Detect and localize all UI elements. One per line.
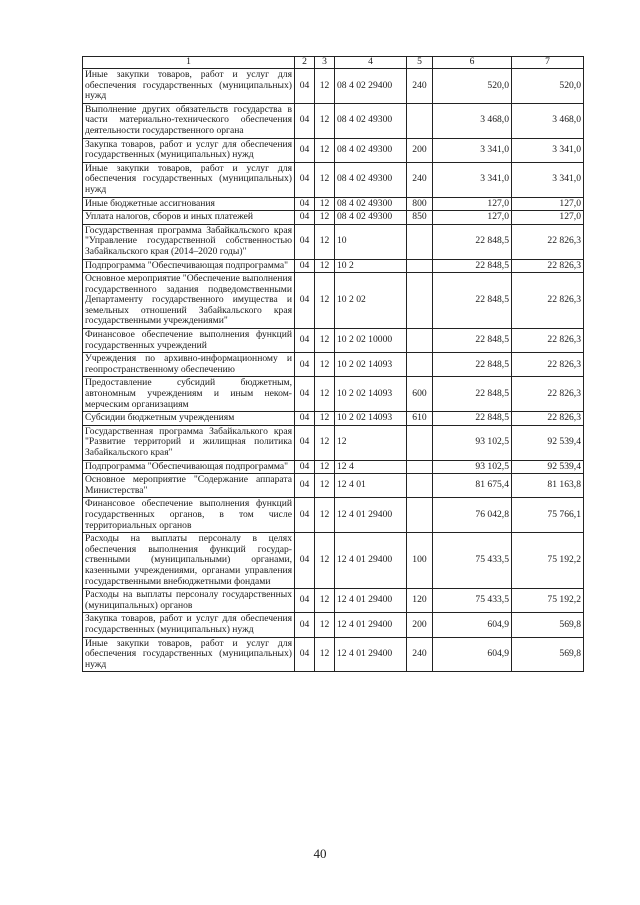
table-row [83, 474, 584, 498]
section-code-cell: 04 [295, 589, 315, 613]
subsection-code-cell: 12 [315, 353, 335, 377]
table-row [83, 498, 584, 533]
amount-col6-cell: 3 341,0 [433, 138, 512, 162]
target-code-cell: 12 [335, 425, 407, 460]
item-name-cell: Финансовое обеспечение выполнения функций государственных органов, в том числе территориальных органов [83, 498, 295, 533]
subsection-code-cell: 12 [315, 69, 335, 104]
item-name-cell: Выполнение других обязательств государства в части материально-технического обеспечения деятельности государственного органа [83, 103, 295, 138]
section-code-cell: 04 [295, 613, 315, 637]
amount-col6-cell: 3 341,0 [433, 162, 512, 197]
amount-col7-cell: 22 826,3 [512, 273, 584, 329]
expense-type-cell [407, 353, 433, 377]
expense-type-cell: 200 [407, 138, 433, 162]
table-row [83, 138, 584, 162]
item-name-cell: Подпрограмма "Обеспечивающая подпрограмма" [83, 259, 295, 273]
amount-col7-cell: 22 826,3 [512, 259, 584, 273]
table-row [83, 69, 584, 104]
expense-type-cell [407, 103, 433, 138]
table-body [83, 69, 584, 672]
column-header: 7 [512, 57, 584, 69]
item-name-cell: Уплата налогов, сборов и иных платежей [83, 211, 295, 225]
amount-col6-cell: 520,0 [433, 69, 512, 104]
subsection-code-cell: 12 [315, 197, 335, 211]
expense-type-cell: 120 [407, 589, 433, 613]
section-code-cell: 04 [295, 138, 315, 162]
item-name-cell: Государственная программа Забайкалького края "Развитие территорий и жилищная политика Забайкальского края" [83, 425, 295, 460]
amount-col7-cell: 569,8 [512, 613, 584, 637]
target-code-cell: 10 2 [335, 259, 407, 273]
amount-col6-cell: 81 675,4 [433, 474, 512, 498]
target-code-cell: 08 4 02 49300 [335, 138, 407, 162]
table-row [83, 412, 584, 426]
amount-col7-cell: 92 539,4 [512, 460, 584, 474]
table-header [83, 57, 584, 69]
expense-type-cell: 240 [407, 637, 433, 672]
amount-col6-cell: 604,9 [433, 637, 512, 672]
subsection-code-cell: 12 [315, 613, 335, 637]
amount-col6-cell: 22 848,5 [433, 353, 512, 377]
section-code-cell: 04 [295, 474, 315, 498]
table-row [83, 211, 584, 225]
item-name-cell: Предоставление субсидий бюджетным, автономным учреждениям и иным некоммерческим организациям [83, 377, 295, 412]
amount-col6-cell: 604,9 [433, 613, 512, 637]
item-name-cell: Государственная программа Забайкальского края "Управление государственной собственностью Забайкальского края (2014–2020 годы)" [83, 224, 295, 259]
amount-col6-cell: 75 433,5 [433, 589, 512, 613]
expense-type-cell [407, 329, 433, 353]
subsection-code-cell: 12 [315, 474, 335, 498]
item-name-cell: Расходы на выплаты персоналу государственных (муниципальных) органов [83, 589, 295, 613]
expense-type-cell: 240 [407, 162, 433, 197]
target-code-cell: 10 [335, 224, 407, 259]
column-header: 4 [335, 57, 407, 69]
table-row [83, 197, 584, 211]
amount-col7-cell: 3 341,0 [512, 138, 584, 162]
table-row [83, 162, 584, 197]
section-code-cell: 04 [295, 412, 315, 426]
amount-col6-cell: 93 102,5 [433, 460, 512, 474]
expense-type-cell [407, 224, 433, 259]
column-header: 3 [315, 57, 335, 69]
target-code-cell: 10 2 02 14093 [335, 353, 407, 377]
amount-col6-cell: 127,0 [433, 197, 512, 211]
subsection-code-cell: 12 [315, 425, 335, 460]
expense-type-cell: 100 [407, 533, 433, 589]
target-code-cell: 12 4 01 29400 [335, 613, 407, 637]
expense-type-cell [407, 425, 433, 460]
item-name-cell: Иные закупки товаров, работ и услуг для обеспечения государственных (муниципальных) нужд [83, 162, 295, 197]
target-code-cell: 10 2 02 14093 [335, 377, 407, 412]
expense-type-cell: 240 [407, 69, 433, 104]
expense-type-cell: 850 [407, 211, 433, 225]
table-row [83, 353, 584, 377]
section-code-cell: 04 [295, 273, 315, 329]
amount-col6-cell: 127,0 [433, 211, 512, 225]
amount-col6-cell: 75 433,5 [433, 533, 512, 589]
amount-col7-cell: 22 826,3 [512, 377, 584, 412]
amount-col6-cell: 22 848,5 [433, 377, 512, 412]
expense-type-cell [407, 273, 433, 329]
subsection-code-cell: 12 [315, 162, 335, 197]
expense-type-cell: 600 [407, 377, 433, 412]
section-code-cell: 04 [295, 224, 315, 259]
subsection-code-cell: 12 [315, 498, 335, 533]
subsection-code-cell: 12 [315, 637, 335, 672]
item-name-cell: Иные закупки товаров, работ и услуг для обеспечения государственных (муниципальных) нужд [83, 69, 295, 104]
item-name-cell: Иные закупки товаров, работ и услуг для обеспечения государственных (муниципальных) нужд [83, 637, 295, 672]
subsection-code-cell: 12 [315, 138, 335, 162]
subsection-code-cell: 12 [315, 103, 335, 138]
amount-col6-cell: 76 042,8 [433, 498, 512, 533]
target-code-cell: 10 2 02 [335, 273, 407, 329]
table-row [83, 224, 584, 259]
section-code-cell: 04 [295, 103, 315, 138]
target-code-cell: 12 4 [335, 460, 407, 474]
amount-col6-cell: 22 848,5 [433, 412, 512, 426]
item-name-cell: Учреждения по архивно-информационному и геопространственному обеспечению [83, 353, 295, 377]
amount-col7-cell: 520,0 [512, 69, 584, 104]
amount-col7-cell: 22 826,3 [512, 329, 584, 353]
amount-col6-cell: 22 848,5 [433, 273, 512, 329]
target-code-cell: 08 4 02 49300 [335, 103, 407, 138]
section-code-cell: 04 [295, 637, 315, 672]
item-name-cell: Подпрограмма "Обеспечивающая подпрограмма" [83, 460, 295, 474]
amount-col7-cell: 92 539,4 [512, 425, 584, 460]
target-code-cell: 08 4 02 29400 [335, 69, 407, 104]
table-row [83, 425, 584, 460]
target-code-cell: 12 4 01 29400 [335, 637, 407, 672]
item-name-cell: Финансовое обеспечение выполнения функций государственных учреждений [83, 329, 295, 353]
section-code-cell: 04 [295, 425, 315, 460]
amount-col6-cell: 22 848,5 [433, 259, 512, 273]
section-code-cell: 04 [295, 460, 315, 474]
expense-type-cell: 800 [407, 197, 433, 211]
column-header: 6 [433, 57, 512, 69]
table-row [83, 637, 584, 672]
column-header: 5 [407, 57, 433, 69]
item-name-cell: Закупка товаров, работ и услуг для обеспечения государственных (муниципальных) нужд [83, 138, 295, 162]
target-code-cell: 10 2 02 10000 [335, 329, 407, 353]
amount-col7-cell: 3 341,0 [512, 162, 584, 197]
subsection-code-cell: 12 [315, 377, 335, 412]
expense-type-cell: 200 [407, 613, 433, 637]
subsection-code-cell: 12 [315, 259, 335, 273]
amount-col7-cell: 127,0 [512, 211, 584, 225]
target-code-cell: 08 4 02 49300 [335, 197, 407, 211]
expense-type-cell [407, 498, 433, 533]
item-name-cell: Закупка товаров, работ и услуг для обеспечения государственных (муниципальных) нужд [83, 613, 295, 637]
target-code-cell: 10 2 02 14093 [335, 412, 407, 426]
amount-col7-cell: 22 826,3 [512, 412, 584, 426]
item-name-cell: Основное мероприятие "Содержание аппарата Министерства" [83, 474, 295, 498]
subsection-code-cell: 12 [315, 412, 335, 426]
target-code-cell: 12 4 01 29400 [335, 498, 407, 533]
item-name-cell: Расходы на выплаты персоналу в целях обеспечения выполнения функций государственными (муниципальными) органами, казенными учреждениями, органами управления государственными внебюджетными фондами [83, 533, 295, 589]
amount-col6-cell: 93 102,5 [433, 425, 512, 460]
amount-col7-cell: 127,0 [512, 197, 584, 211]
table-row [83, 103, 584, 138]
section-code-cell: 04 [295, 533, 315, 589]
expense-type-cell [407, 259, 433, 273]
amount-col7-cell: 75 192,2 [512, 533, 584, 589]
target-code-cell: 08 4 02 49300 [335, 162, 407, 197]
subsection-code-cell: 12 [315, 224, 335, 259]
table-row [83, 533, 584, 589]
table-row [83, 377, 584, 412]
subsection-code-cell: 12 [315, 533, 335, 589]
section-code-cell: 04 [295, 162, 315, 197]
amount-col6-cell: 22 848,5 [433, 329, 512, 353]
subsection-code-cell: 12 [315, 589, 335, 613]
table-row [83, 460, 584, 474]
subsection-code-cell: 12 [315, 211, 335, 225]
target-code-cell: 12 4 01 29400 [335, 533, 407, 589]
amount-col6-cell: 22 848,5 [433, 224, 512, 259]
amount-col7-cell: 81 163,8 [512, 474, 584, 498]
section-code-cell: 04 [295, 353, 315, 377]
section-code-cell: 04 [295, 329, 315, 353]
header-row [83, 57, 584, 69]
expense-type-cell: 610 [407, 412, 433, 426]
target-code-cell: 08 4 02 49300 [335, 211, 407, 225]
section-code-cell: 04 [295, 197, 315, 211]
item-name-cell: Основное мероприятие "Обеспечение выполнения государственного задания подведомственными Департаменту государственного имущества и земельных отношений Забайкальского края государственными учреждениями" [83, 273, 295, 329]
subsection-code-cell: 12 [315, 329, 335, 353]
column-header: 2 [295, 57, 315, 69]
table-row [83, 259, 584, 273]
amount-col7-cell: 569,8 [512, 637, 584, 672]
column-header: 1 [83, 57, 295, 69]
budget-table [82, 56, 584, 672]
amount-col7-cell: 22 826,3 [512, 224, 584, 259]
section-code-cell: 04 [295, 259, 315, 273]
subsection-code-cell: 12 [315, 460, 335, 474]
amount-col7-cell: 75 192,2 [512, 589, 584, 613]
page-number: 40 [313, 846, 327, 861]
item-name-cell: Иные бюджетные ассигнования [83, 197, 295, 211]
table-row [83, 613, 584, 637]
section-code-cell: 04 [295, 211, 315, 225]
section-code-cell: 04 [295, 377, 315, 412]
expense-type-cell [407, 460, 433, 474]
table-row [83, 329, 584, 353]
section-code-cell: 04 [295, 69, 315, 104]
section-code-cell: 04 [295, 498, 315, 533]
table-row [83, 589, 584, 613]
amount-col7-cell: 3 468,0 [512, 103, 584, 138]
target-code-cell: 12 4 01 29400 [335, 589, 407, 613]
table-row [83, 273, 584, 329]
target-code-cell: 12 4 01 [335, 474, 407, 498]
item-name-cell: Субсидии бюджетным учреждениям [83, 412, 295, 426]
expense-type-cell [407, 474, 433, 498]
amount-col6-cell: 3 468,0 [433, 103, 512, 138]
subsection-code-cell: 12 [315, 273, 335, 329]
amount-col7-cell: 22 826,3 [512, 353, 584, 377]
amount-col7-cell: 75 766,1 [512, 498, 584, 533]
